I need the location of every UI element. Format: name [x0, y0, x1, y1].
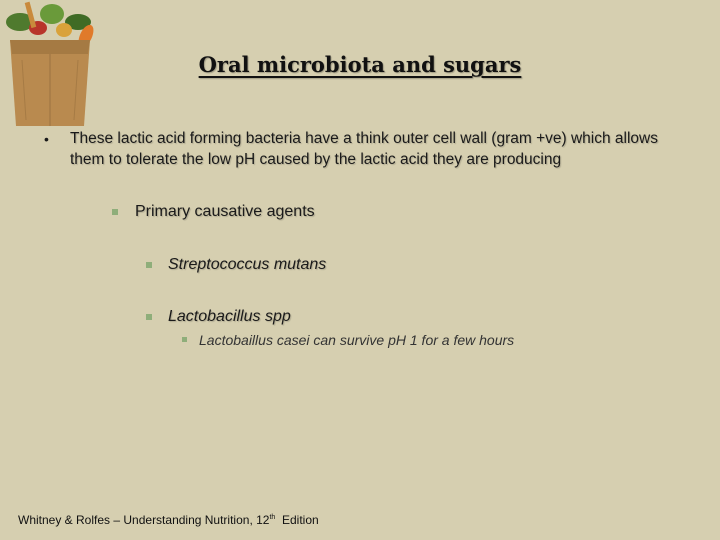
square-bullet-icon	[146, 262, 152, 268]
slide-footer	[18, 513, 319, 527]
grocery-bag-icon	[0, 0, 100, 130]
slide-title: Oral microbiota and sugars	[198, 52, 522, 77]
bullet-dot-icon: •	[44, 131, 49, 147]
footer-edition: Edition	[275, 513, 319, 527]
square-bullet-icon	[112, 209, 118, 215]
bullet-level4-text: Lactobaillus casei can survive pH 1 for a few hours	[199, 332, 515, 348]
bullet-level2-text: Primary causative agents	[135, 203, 315, 220]
bullet-level3-text-1: Streptococcus mutans	[168, 256, 327, 273]
square-bullet-icon	[146, 314, 152, 320]
footer-superscript: th	[269, 514, 276, 521]
square-bullet-icon	[182, 337, 187, 342]
bullet-level1-text: These lactic acid forming bacteria have a think outer cell wall (gram +ve) which allows them to tolerate the low pH caused by the lactic acid they are producing	[70, 130, 658, 168]
bullet-level3-text-2: Lactobacillus spp	[168, 308, 291, 325]
footer-text: Whitney & Rolfes – Understanding Nutrition, 12	[18, 513, 270, 527]
